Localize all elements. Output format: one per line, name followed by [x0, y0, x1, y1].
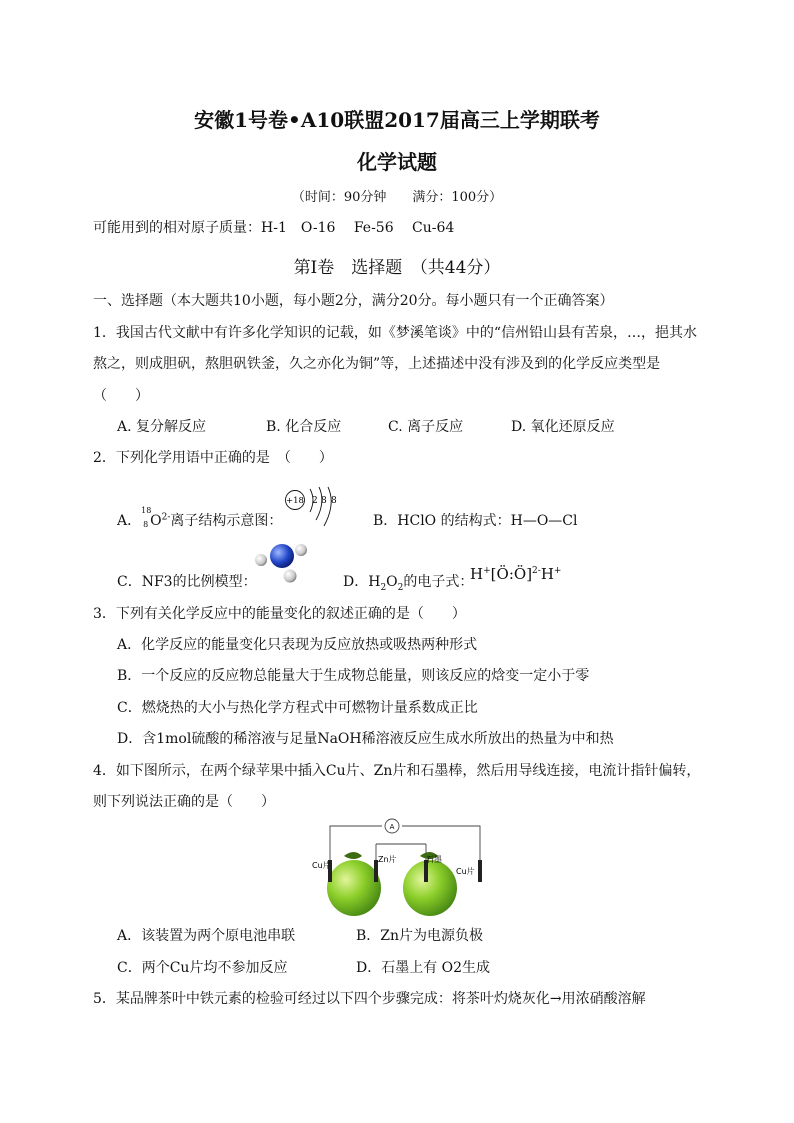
q1-option-b: B. 化合反应	[266, 419, 342, 435]
label-graphite: 石墨	[426, 855, 442, 864]
formula-o2: Ö	[513, 565, 527, 583]
formula-h2: H	[540, 565, 554, 583]
q2-d-after: 的电子式：	[403, 574, 474, 590]
formula-h2-charge: +	[553, 566, 562, 576]
q3-stem: 3．下列有关化学反应中的能量变化的叙述正确的是（ ）	[93, 606, 466, 622]
leaf-left	[344, 852, 362, 859]
q2-stem: 2．下列化学用语中正确的是 （ ）	[93, 450, 333, 466]
q3-option-b: B．一个反应的反应物总能量大于生成物总能量，则该反应的焓变一定小于零	[117, 668, 590, 684]
section-heading: 第Ⅰ卷 选择题 （共44分）	[293, 258, 501, 278]
q2-d-o: O	[386, 574, 398, 590]
time-info: （时间：90分钟 满分：100分）	[291, 190, 503, 205]
shell-1-electrons: 2	[312, 496, 318, 506]
q1-line3: （ ）	[93, 388, 149, 404]
q1-option-c: C. 离子反应	[388, 419, 464, 435]
label-zn: Zn片	[378, 855, 397, 864]
formula-bracket-close: ]	[526, 565, 533, 583]
q1-line2: 熬之，则成胆矾，熬胆矾铁釜，久之亦化为铜”等，上述描述中没有涉及到的化学反应类型是	[93, 356, 661, 372]
q2-option-d	[343, 571, 473, 593]
shell-3-electrons: 8	[331, 496, 337, 506]
nf3-ball-model	[252, 538, 312, 588]
apple-left	[327, 860, 381, 916]
q5-line1: 5．某品牌茶叶中铁元素的检验可经过以下四个步骤完成：将茶叶灼烧灰化→用浓硝酸溶解	[93, 991, 646, 1007]
q2-a-text: 离子结构示意图：	[170, 513, 283, 529]
atomic-number: 8	[143, 520, 149, 529]
q2-option-c: C．NF3的比例模型：	[117, 574, 257, 590]
nucleus-charge: +18	[286, 496, 304, 506]
label-cu-right: Cu片	[456, 867, 475, 876]
ion-charge: 2-	[161, 512, 171, 523]
atom-left	[255, 554, 267, 566]
oxygen-symbol: O	[150, 513, 162, 529]
q2-d-sub1: 2	[380, 582, 387, 593]
q4-line1: 4．如下图所示，在两个绿苹果中插入Cu片、Zn片和石墨棒，然后用导线连接，电流计指针偏转，	[93, 763, 701, 779]
q1-option-a: A. 复分解反应	[117, 419, 207, 435]
q2-d-label: D．H	[343, 574, 381, 590]
atomic-masses: 可能用到的相对原子质量：H-1 O-16 Fe-56 Cu-64	[93, 220, 455, 236]
atom-right	[295, 544, 307, 556]
q2-option-a	[117, 506, 283, 530]
apple-battery-diagram	[304, 818, 494, 920]
formula-charge: 2-	[532, 566, 541, 576]
apple-right	[403, 860, 457, 916]
central-atom	[270, 544, 294, 568]
q3-option-c: C．燃烧热的大小与热化学方程式中可燃物计量系数成正比	[117, 700, 478, 716]
q4-line2: 则下列说法正确的是（ ）	[93, 794, 275, 810]
cu-electrode-right	[478, 860, 482, 882]
q4-option-a: A．该装置为两个原电池串联	[117, 928, 296, 944]
q1-option-d: D. 氧化还原反应	[511, 419, 615, 435]
mass-number: 18	[141, 506, 152, 515]
formula-o1: Ö	[496, 565, 509, 583]
q2-a-prefix: A．	[117, 513, 142, 529]
section-instruction: 一、选择题（本大题共10小题，每小题2分，满分20分。每小题只有一个正确答案）	[93, 293, 614, 309]
label-cu-left: Cu片	[312, 861, 331, 870]
h2o2-electron-formula	[470, 565, 561, 583]
q3-option-a: A．化学反应的能量变化只表现为反应放热或吸热两种形式	[117, 637, 478, 653]
page-title: 安徽1号卷•A10联盟2017届高三上学期联考	[194, 108, 600, 132]
ion-structure-diagram	[284, 486, 348, 530]
shell-arc-3	[324, 487, 331, 526]
galvanometer-label: A	[389, 823, 395, 831]
formula-bracket-open: [	[490, 565, 497, 583]
q3-option-d: D．含1mol硫酸的稀溶液与足量NaOH稀溶液反应生成水所放出的热量为中和热	[117, 731, 614, 747]
page-subtitle: 化学试题	[357, 150, 437, 174]
shell-2-electrons: 8	[321, 496, 327, 506]
formula-h1-charge: +	[483, 566, 491, 576]
formula-h1: H	[470, 565, 484, 583]
formula-sep: :	[508, 565, 514, 583]
q4-option-c: C．两个Cu片均不参加反应	[117, 960, 288, 976]
q2-d-sub2: 2	[397, 582, 404, 593]
q1-line1: 1．我国古代文献中有许多化学知识的记载，如《梦溪笔谈》中的“信州铅山县有苦泉，…，挹其水	[93, 325, 698, 341]
q4-option-d: D．石墨上有 O2生成	[356, 960, 491, 976]
atom-bottom	[284, 570, 297, 583]
q4-option-b: B．Zn片为电源负极	[356, 928, 484, 944]
q2-option-b: B．HClO 的结构式：H—O—Cl	[373, 513, 578, 529]
